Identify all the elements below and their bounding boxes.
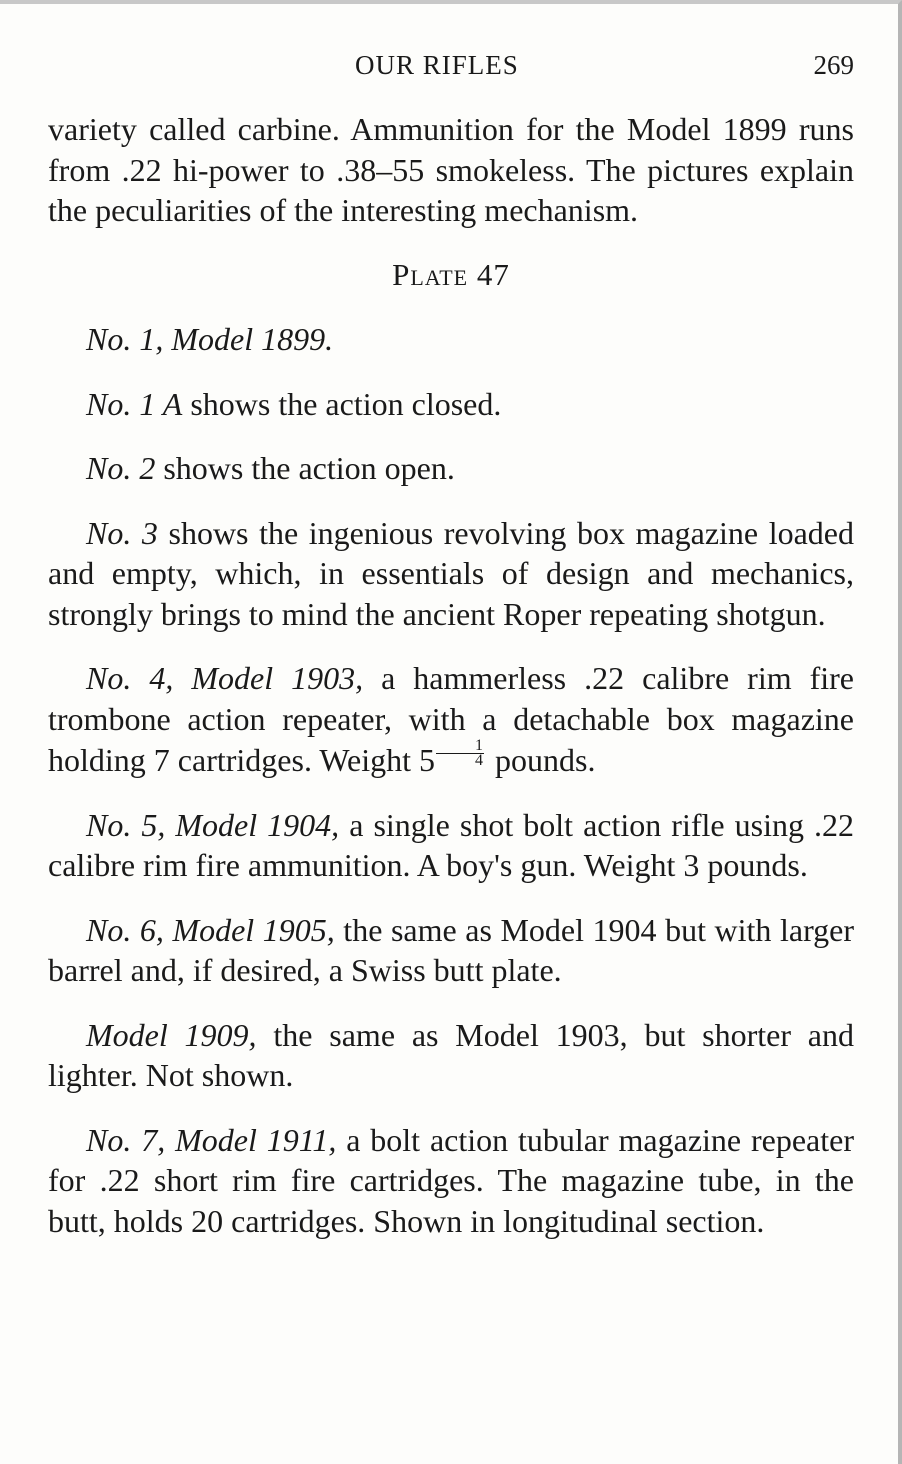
fraction-denominator: 4 [474,752,483,769]
plate-word: Plate [392,256,469,292]
entry-text: shows the action closed. [182,385,502,422]
page-header [0,50,902,90]
entry-model-1909 [48,1015,854,1096]
entry-label: No. 3 [86,514,158,551]
entry-no-2 [48,448,854,489]
entry-no-7 [48,1120,854,1242]
body-text [48,109,854,1241]
plate-number: 47 [476,256,510,292]
entry-text: a bolt action tubular magazine repeater for .22 short rim fire cartridges. The magazine tube, in the butt, holds 20 cartridges. Shown in longitudinal section. [48,1121,855,1239]
entry-no-3 [48,513,854,635]
plate-heading [48,255,854,296]
entry-no-6 [48,910,854,991]
entry-no-5 [48,805,854,886]
fraction-numerator: 1 [436,739,484,754]
entry-label: No. 1 A [86,385,183,422]
page-number: 269 [813,50,854,80]
intro-paragraph: variety called carbine. Ammunition for the Model 1899 runs from .22 hi-power to .38–55 smokeless. The pictures explain the peculiarities of the interesting mechanism. [48,111,854,228]
entry-label: No. 2 [86,450,156,486]
entry-no-1a [48,384,854,425]
running-head: OUR RIFLES [355,50,519,80]
entry-text: shows the ingenious revolving box magazine loaded and empty, which, in essentials of design and mechanics, strongly brings to mind the ancient Roper repeating shotgun. [48,514,855,632]
entry-label: No. 1, Model 1899. [86,321,334,357]
entry-text: the same as Model 1903, but shorter and lighter. Not shown. [48,1016,855,1093]
entry-label: Model 1909, [86,1016,257,1053]
entry-label: No. 7, Model 1911, [86,1121,337,1158]
entry-no-1 [48,319,854,360]
entry-text: a hammerless .22 calibre rim fire trombone action repeater, with a detachable box magazine holding 7 cartridges. Weight 5 [48,660,855,778]
entry-label: No. 6, Model 1905, [86,911,335,948]
entry-label: No. 5, Model 1904, [86,806,340,843]
entry-label: No. 4, Model 1903, [86,660,364,696]
entry-text: shows the action open. [155,450,455,486]
fraction-one-quarter [436,739,484,768]
entry-text-after: pounds. [486,742,596,778]
entry-no-4 [48,658,854,781]
entry-text: the same as Model 1904 but with larger barrel and, if desired, a Swiss butt plate. [48,911,855,988]
entry-text: a single shot bolt action rifle using .22 calibre rim fire ammunition. A boy's gun. Weight 3 pounds. [48,806,855,883]
